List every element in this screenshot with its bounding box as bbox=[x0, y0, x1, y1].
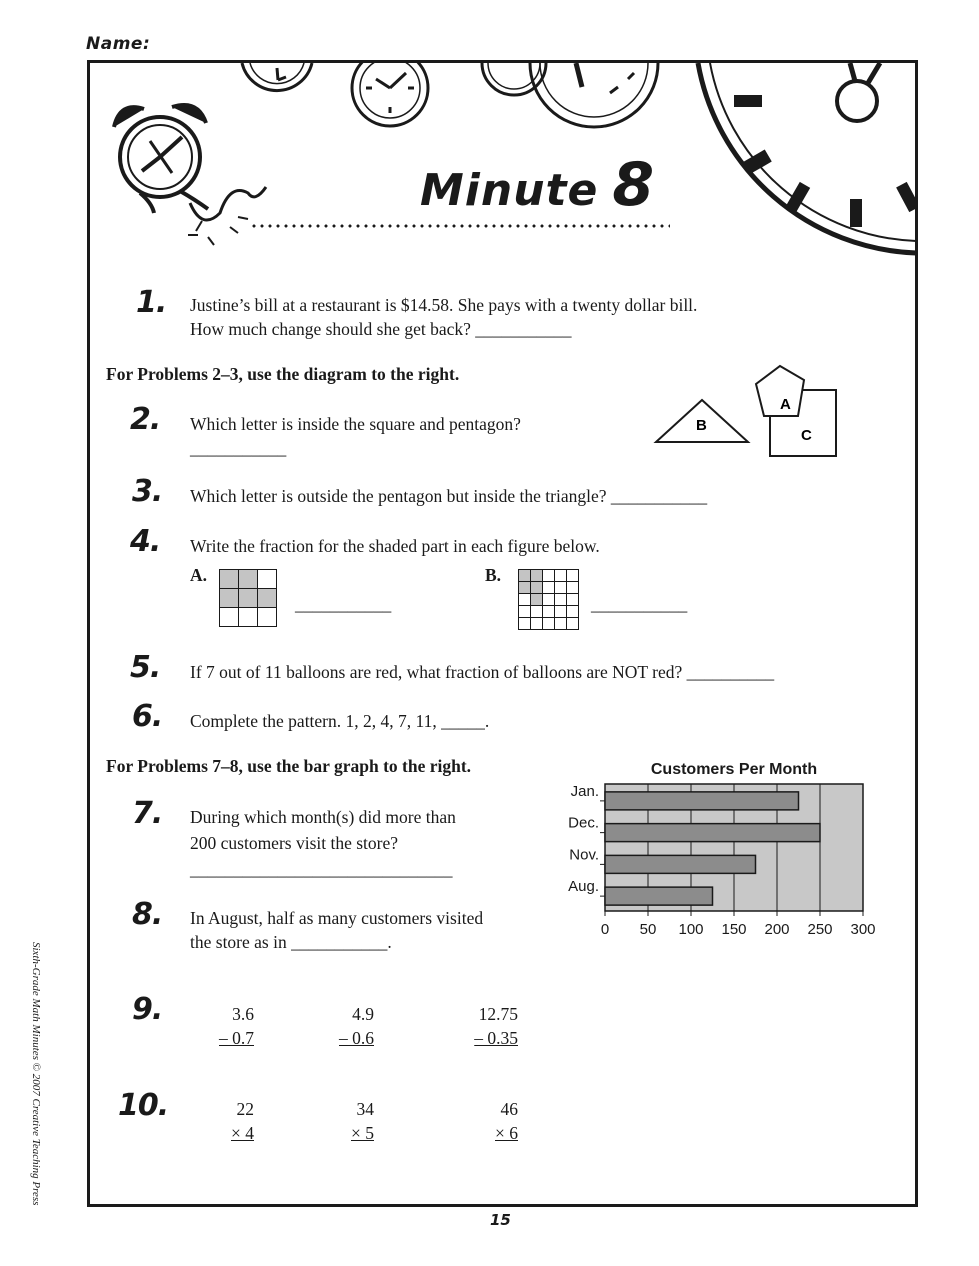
problem-line: Justine’s bill at a restaurant is $14.58. She pays with a twenty dollar bill. bbox=[190, 295, 698, 315]
grid-cell bbox=[519, 594, 531, 606]
grid-cell-shaded bbox=[531, 594, 543, 606]
chart-title: Customers Per Month bbox=[650, 761, 818, 778]
arith-top: 3.6 bbox=[232, 1004, 254, 1024]
chart-category-label: Nov. bbox=[569, 846, 599, 864]
dotted-divider bbox=[250, 222, 670, 230]
arith-top: 12.75 bbox=[478, 1004, 518, 1024]
arithmetic-problem bbox=[200, 1002, 254, 1050]
grid-cell bbox=[543, 618, 555, 630]
arith-bottom: × 5 bbox=[351, 1123, 374, 1143]
problem-line: the store as in ___________. bbox=[190, 932, 392, 952]
arith-bottom: × 4 bbox=[231, 1123, 254, 1143]
grid-cell-shaded bbox=[258, 589, 277, 608]
grid-cell bbox=[567, 606, 579, 618]
problem-line: During which month(s) did more than bbox=[190, 807, 456, 827]
answer-blank: ___________ bbox=[190, 438, 287, 458]
grid-cell-shaded bbox=[220, 570, 239, 589]
diagram-label-a: A bbox=[780, 396, 791, 413]
side-credit: Sixth-Grade Math Minutes © 2007 Creative Teaching Press bbox=[30, 942, 42, 1206]
answer-blank: ___________ bbox=[591, 594, 688, 614]
page-title bbox=[420, 150, 655, 220]
problem-number: 8. bbox=[132, 897, 163, 932]
large-clock-icon bbox=[698, 63, 916, 253]
grid-cell-shaded bbox=[239, 570, 258, 589]
grid-cell bbox=[543, 606, 555, 618]
grid-cell bbox=[555, 594, 567, 606]
grid-cell bbox=[555, 582, 567, 594]
figure-b-label: B. bbox=[485, 565, 502, 585]
problem-number: 10. bbox=[118, 1088, 169, 1123]
grid-cell bbox=[555, 618, 567, 630]
problem-line: Which letter is inside the square and pentagon? bbox=[190, 414, 521, 434]
grid-cell bbox=[239, 608, 258, 627]
grid-cell bbox=[543, 594, 555, 606]
arith-top: 22 bbox=[236, 1099, 254, 1119]
chart-tick-label: 150 bbox=[721, 921, 747, 938]
grid-cell bbox=[555, 606, 567, 618]
title-number: 8 bbox=[612, 150, 656, 220]
chart-bar bbox=[605, 855, 756, 873]
grid-cell bbox=[567, 594, 579, 606]
grid-cell-shaded bbox=[239, 589, 258, 608]
chart-category-label: Jan. bbox=[570, 782, 599, 800]
problem-number: 6. bbox=[132, 699, 163, 734]
grid-cell bbox=[543, 570, 555, 582]
problem-7-text bbox=[190, 804, 550, 882]
fraction-grid-a bbox=[219, 569, 277, 627]
title-word: Minute bbox=[420, 165, 599, 216]
problem-number: 3. bbox=[132, 474, 163, 509]
arith-top: 4.9 bbox=[352, 1004, 374, 1024]
answer-blank: ___________ bbox=[295, 594, 392, 614]
arith-top: 34 bbox=[356, 1099, 374, 1119]
arithmetic-problem bbox=[320, 1002, 374, 1050]
chart-bar bbox=[605, 887, 713, 905]
problem-number: 4. bbox=[130, 524, 161, 559]
grid-cell bbox=[555, 570, 567, 582]
arithmetic-problem bbox=[320, 1097, 374, 1145]
arith-bottom: × 6 bbox=[495, 1123, 518, 1143]
problem-5-text: If 7 out of 11 balloons are red, what fraction of balloons are NOT red? __________ bbox=[190, 662, 775, 682]
arithmetic-problem bbox=[440, 1097, 518, 1145]
grid-cell bbox=[567, 570, 579, 582]
grid-cell bbox=[519, 618, 531, 630]
problem-number: 2. bbox=[130, 402, 161, 437]
problem-number: 5. bbox=[130, 650, 161, 685]
name-label: Name: bbox=[86, 34, 151, 54]
arith-bottom: – 0.7 bbox=[219, 1028, 254, 1048]
problem-2-text bbox=[190, 412, 630, 460]
answer-blank: ______________________________ bbox=[190, 859, 453, 879]
grid-cell bbox=[258, 608, 277, 627]
problem-line: 200 customers visit the store? bbox=[190, 833, 399, 853]
grid-cell bbox=[531, 618, 543, 630]
chart-tick-label: 0 bbox=[600, 921, 610, 938]
section-heading: For Problems 2–3, use the diagram to the right. bbox=[106, 364, 460, 384]
problem-line: In August, half as many customers visited bbox=[190, 908, 484, 928]
figure-a-label: A. bbox=[190, 565, 208, 585]
diagram-label-c: C bbox=[801, 427, 812, 444]
grid-cell bbox=[220, 608, 239, 627]
grid-cell-shaded bbox=[519, 570, 531, 582]
grid-cell-shaded bbox=[220, 589, 239, 608]
grid-cell bbox=[531, 606, 543, 618]
grid-cell bbox=[567, 618, 579, 630]
page-number: 15 bbox=[490, 1211, 511, 1229]
problem-number: 1. bbox=[136, 285, 167, 320]
grid-cell bbox=[543, 582, 555, 594]
arith-bottom: – 0.35 bbox=[474, 1028, 518, 1048]
problem-6-text: Complete the pattern. 1, 2, 4, 7, 11, _____. bbox=[190, 711, 490, 731]
chart-category-label: Aug. bbox=[568, 878, 599, 896]
customers-bar-chart bbox=[555, 752, 895, 952]
chart-bar bbox=[605, 792, 799, 810]
chart-tick-label: 50 bbox=[639, 921, 657, 938]
problem-number: 9. bbox=[132, 992, 163, 1027]
grid-cell bbox=[519, 606, 531, 618]
alarm-clock-icon bbox=[114, 105, 266, 220]
fraction-grid-b bbox=[518, 569, 579, 630]
chart-category-label: Dec. bbox=[568, 814, 599, 832]
grid-cell bbox=[567, 582, 579, 594]
grid-cell bbox=[258, 570, 277, 589]
chart-tick-label: 100 bbox=[678, 921, 704, 938]
shapes-diagram bbox=[652, 364, 844, 464]
grid-cell-shaded bbox=[531, 582, 543, 594]
diagram-label-b: B bbox=[696, 417, 707, 434]
problem-1-text bbox=[190, 293, 830, 341]
problem-3-text: Which letter is outside the pentagon but inside the triangle? ___________ bbox=[190, 486, 708, 506]
section-heading: For Problems 7–8, use the bar graph to the right. bbox=[106, 756, 472, 776]
clock-icon bbox=[352, 63, 428, 126]
grid-cell-shaded bbox=[531, 570, 543, 582]
chart-tick-label: 200 bbox=[764, 921, 790, 938]
arithmetic-problem bbox=[200, 1097, 254, 1145]
problem-number: 7. bbox=[132, 796, 163, 831]
grid-cell-shaded bbox=[519, 582, 531, 594]
problem-8-text bbox=[190, 906, 550, 954]
chart-tick-label: 250 bbox=[807, 921, 833, 938]
problem-4-text: Write the fraction for the shaded part in each figure below. bbox=[190, 536, 600, 556]
chart-tick-label: 300 bbox=[850, 921, 876, 938]
chart-bar bbox=[605, 824, 820, 842]
arith-bottom: – 0.6 bbox=[339, 1028, 374, 1048]
arithmetic-problem bbox=[440, 1002, 518, 1050]
arith-top: 46 bbox=[500, 1099, 518, 1119]
problem-line: How much change should she get back? ___________ bbox=[190, 319, 572, 339]
